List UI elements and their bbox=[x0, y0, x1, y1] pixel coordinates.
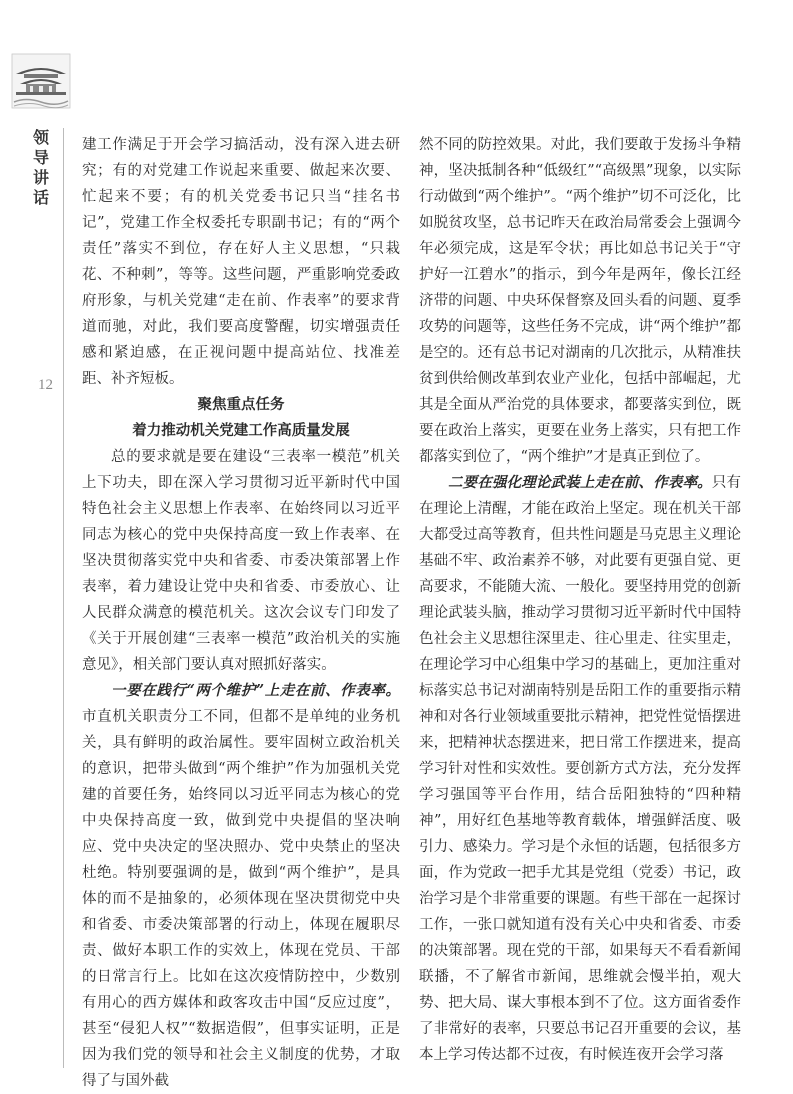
point-heading: 二要在强化理论武装上走在前、作表率。 bbox=[448, 474, 712, 491]
point-heading: 一要在践行“两个维护”上走在前、作表率。 bbox=[111, 682, 400, 699]
left-column bbox=[82, 132, 400, 1094]
paragraph bbox=[82, 678, 400, 1094]
section-heading-line1: 聚焦重点任务 bbox=[197, 397, 285, 413]
section-heading-line2: 着力推动机关党建工作高质量发展 bbox=[132, 423, 350, 439]
paragraph: 然不同的防控效果。对此，我们要敢于发扬斗争精神，坚决抵制各种“低级红”“高级黑”现象，以实际行动做到“两个维护”。“两个维护”切不可泛化，比如脱贫攻坚，总书记昨天在政治局常委会上强调今年必须完成，这是军令状；再比如总书记关于“守护好一江碧水”的指示，到今年是两年，像长江经济带的问题、中央环保督察及回头看的问题、夏季攻势的问题等，这些任务不完成，讲“两个维护”都是空的。还有总书记对湖南的几次批示，从精准扶贫到供给侧改革到农业产业化，包括中部崛起，尤其是全面从严治党的具体要求，都要落实到位，既要在政治上落实，更要在业务上落实，只有把工作都落实到位了，“两个维护”才是真正到位了。 bbox=[419, 137, 741, 465]
paragraph bbox=[419, 470, 741, 1068]
paragraph: 总的要求就是要在建设“三表率一模范”机关上下功夫，即在深入学习贯彻习近平新时代中国特色社会主义思想上作表率、在始终同以习近平同志为核心的党中央保持高度一致上作表率、在坚决贯彻落实党中央和省委、市委决策部署上作表率，着力建设让党中央和省委、市委放心、让人民群众满意的模范机关。这次会议专门印发了《关于开展创建“三表率一模范”政治机关的实施意见》，相关部门要认真对照抓好落实。 bbox=[82, 449, 400, 673]
tower-logo-icon bbox=[10, 50, 72, 112]
page-number: 12 bbox=[38, 377, 53, 393]
paragraph-body: 市直机关职责分工不同，但都不是单纯的业务机关，具有鲜明的政治属性。要牢固树立政治机关的意识，把带头做到“两个维护”作为加强机关党建的首要任务，始终同以习近平同志为核心的党中央保持高度一致，做到党中央提倡的坚决响应、党中央决定的坚决照办、党中央禁止的坚决杜绝。特别要强调的是，做到“两个维护”，是具体的而不是抽象的，必须体现在坚决贯彻党中央和省委、市委决策部署的行动上，体现在履职尽责、做好本职工作的实效上，体现在党员、干部的日常言行上。比如在这次疫情防控中，少数别有用心的西方媒体和政客攻击中国“反应过度”，甚至“侵犯人权”“数据造假”，但事实证明，正是因为我们党的领导和社会主义制度的优势，才取得了与国外截 bbox=[82, 709, 400, 1089]
paragraph-body: 只有在理论上清醒，才能在政治上坚定。现在机关干部大都受过高等教育，但共性问题是马克思主义理论基础不牢、政治素养不够，对此要有更强自觉、更高要求，不能随大流、一般化。要坚持用党的创新理论武装头脑，推动学习贯彻习近平新时代中国特色社会主义思想往深里走、往心里走、往实里走，在理论学习中心组集中学习的基础上，更加注重对标落实总书记对湖南特别是岳阳工作的重要指示精神和对各行业领域重要批示精神，把党性觉悟摆进来，把精神状态摆进来，把日常工作摆进来，提高学习针对性和实效性。要创新方式方法，充分发挥学习强国等平台作用，结合岳阳独特的“四种精神”，用好红色基地等教育载体，增强鲜活度、吸引力、感染力。学习是个永恒的话题，包括很多方面，作为党政一把手尤其是党组（党委）书记，政治学习是个非常重要的课题。有些干部在一起探讨工作，一张口就知道有没有关心中央和省委、市委的决策部署。现在党的干部，如果每天不看看新闻联播，不了解省市新闻，思维就会慢半拍，观大势、把大局、谋大事根本到不了位。这方面省委作了非常好的表率，只要总书记召开重要的会议，基本上学习传达都不过夜，有时候连夜开会学习落 bbox=[419, 475, 742, 1063]
section-label: 领导讲话 bbox=[32, 128, 49, 207]
margin-divider bbox=[63, 128, 64, 1068]
right-column bbox=[419, 132, 741, 1068]
intro-paragraph: 建工作满足于开会学习搞活动，没有深入进去研究；有的对党建工作说起来重要、做起来次要、忙起来不要；有的机关党委书记只当“挂名书记”，党建工作全权委托专职副书记；有的“两个责任”落实不到位，存在好人主义思想，“只栽花、不种刺”，等等。这些问题，严重影响党委政府形象，与机关党建“走在前、作表率”的要求背道而驰，对此，我们要高度警醒，切实增强责任感和紧迫感，在正视问题中提高站位、找准差距、补齐短板。 bbox=[82, 137, 400, 387]
